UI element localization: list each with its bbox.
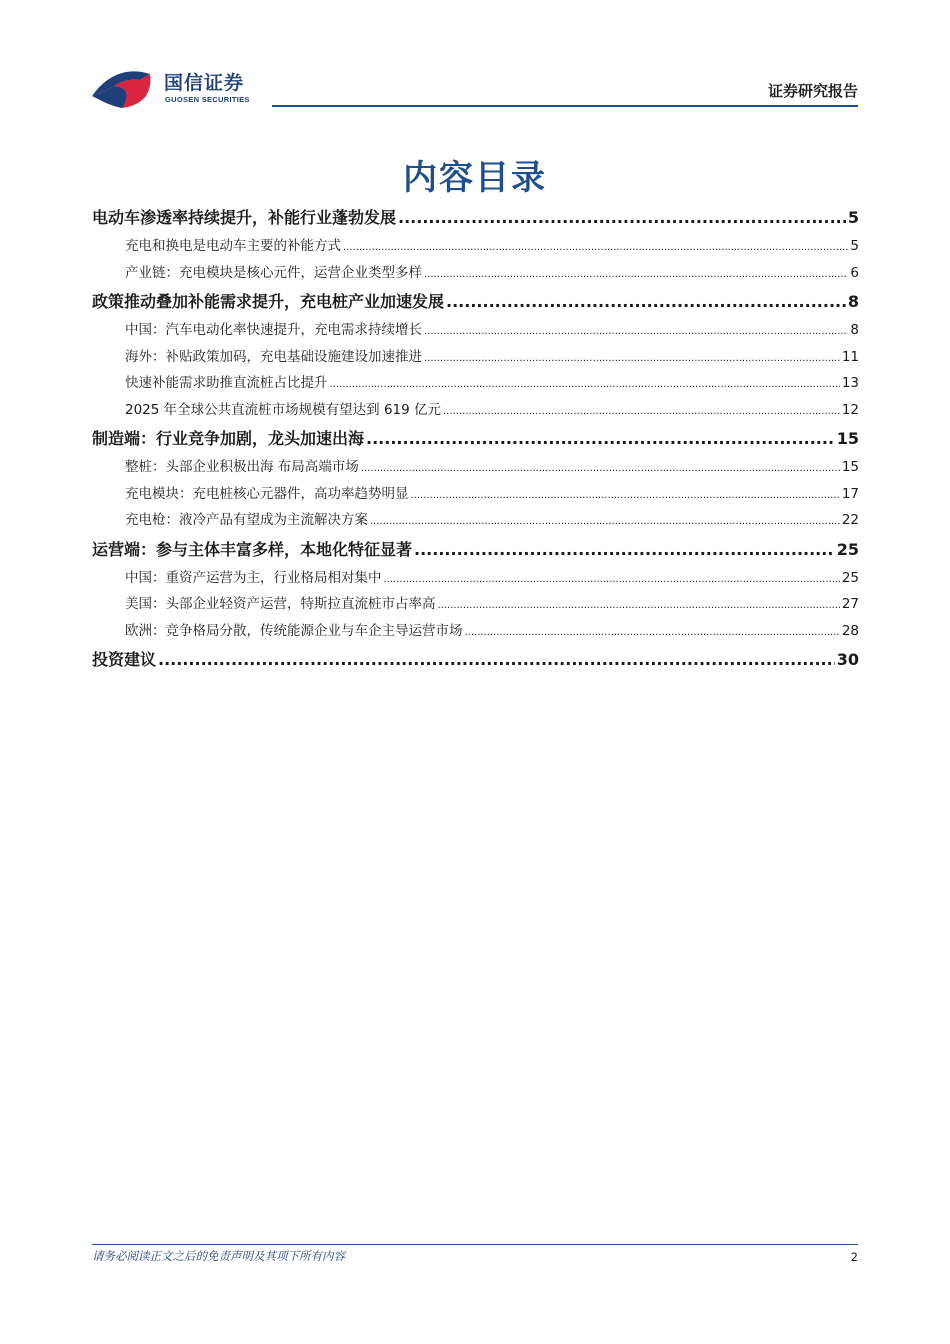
table-of-contents [92,202,859,675]
toc-entry-page: 8 [850,322,859,338]
toc-entry-page: 15 [841,459,859,475]
toc-entry-label: 投资建议 [92,650,157,669]
toc-entry-level2[interactable] [92,397,859,424]
toc-dot-leader [330,372,840,399]
toc-dot-leader [465,620,840,647]
toc-dot-leader [424,319,848,346]
toc-entry-page: 25 [836,539,859,559]
toc-entry-page: 30 [836,650,859,669]
toc-dot-leader [361,456,840,483]
toc-entry-label: 充电和换电是电动车主要的补能方式 [125,238,341,254]
toc-entry-level1[interactable] [92,202,859,233]
footer-divider [92,1244,858,1245]
guosen-emblem-icon [92,66,162,110]
toc-dot-leader [443,399,840,426]
toc-entry-level2[interactable] [92,233,859,260]
toc-entry-level2[interactable] [92,618,859,645]
toc-entry-label: 充电枪：液冷产品有望成为主流解决方案 [125,512,368,528]
toc-dot-leader [414,534,835,565]
toc-entry-label: 欧洲：竞争格局分散，传统能源企业与车企主导运营市场 [125,622,463,639]
toc-entry-page: 6 [850,264,859,281]
toc-title: 内容目录 [403,158,547,198]
toc-dot-leader [424,262,848,289]
toc-entry-label: 制造端：行业竞争加剧，龙头加速出海 [92,429,365,448]
toc-entry-label: 中国：汽车电动化率快速提升，充电需求持续增长 [125,322,422,338]
toc-entry-level2[interactable] [92,260,859,287]
toc-dot-leader [343,235,848,262]
toc-dot-leader [384,567,840,594]
toc-dot-leader [370,509,840,536]
toc-entry-level1[interactable] [92,423,859,454]
toc-entry-page: 15 [836,429,859,448]
toc-entry-page: 5 [847,208,859,227]
footer-disclaimer: 请务必阅读正文之后的免责声明及其项下所有内容 [92,1249,345,1263]
toc-dot-leader [366,423,835,454]
toc-entry-level1[interactable] [92,534,859,565]
toc-entry-label: 充电模块：充电桩核心元器件，高功率趋势明显 [125,485,409,502]
toc-entry-page: 13 [841,375,859,391]
toc-entry-label: 快速补能需求助推直流桩占比提升 [125,375,328,391]
toc-entry-level2[interactable] [92,370,859,397]
toc-dot-leader [446,286,846,317]
brand-name-en: GUOSEN SECURITIES [165,95,250,104]
toc-entry-level2[interactable] [92,317,859,344]
toc-dot-leader [398,202,846,233]
toc-dot-leader [411,483,840,510]
toc-entry-page: 8 [847,292,859,311]
toc-entry-page: 28 [841,622,859,639]
toc-entry-label: 中国：重资产运营为主，行业格局相对集中 [125,569,382,586]
page-number: 2 [850,1250,858,1264]
toc-entry-level2[interactable] [92,344,859,371]
toc-dot-leader [158,644,835,675]
toc-entry-label: 运营端：参与主体丰富多样，本地化特征显著 [92,539,413,559]
toc-entry-label: 政策推动叠加补能需求提升，充电桩产业加速发展 [92,292,445,311]
toc-entry-level1[interactable] [92,286,859,317]
toc-entry-page: 22 [841,512,859,528]
brand-name-cn: 国信证券 [164,72,245,94]
toc-entry-page: 17 [841,485,859,502]
toc-entry-label: 2025 年全球公共直流桩市场规模有望达到 619 亿元 [125,401,441,418]
report-type-label: 证券研究报告 [767,82,858,100]
toc-entry-page: 12 [841,401,859,418]
toc-entry-page: 25 [841,569,859,586]
toc-entry-level1[interactable] [92,644,859,675]
toc-dot-leader [438,593,840,620]
toc-entry-page: 11 [841,348,859,365]
guosen-logo [92,66,272,110]
toc-dot-leader [424,346,840,373]
toc-entry-level2[interactable] [92,507,859,534]
toc-entry-label: 海外：补贴政策加码，充电基础设施建设加速推进 [125,348,422,365]
toc-entry-label: 电动车渗透率持续提升，补能行业蓬勃发展 [92,208,397,227]
toc-entry-level2[interactable] [92,454,859,481]
header-divider [272,105,858,107]
toc-entry-page: 5 [850,238,859,254]
toc-entry-label: 美国：头部企业轻资产运营，特斯拉直流桩市占率高 [125,596,436,612]
toc-entry-level2[interactable] [92,565,859,592]
toc-entry-label: 整桩：头部企业积极出海 布局高端市场 [125,459,359,475]
toc-entry-level2[interactable] [92,591,859,618]
toc-entry-page: 27 [841,596,859,612]
toc-entry-level2[interactable] [92,481,859,508]
toc-entry-label: 产业链：充电模块是核心元件，运营企业类型多样 [125,264,422,281]
